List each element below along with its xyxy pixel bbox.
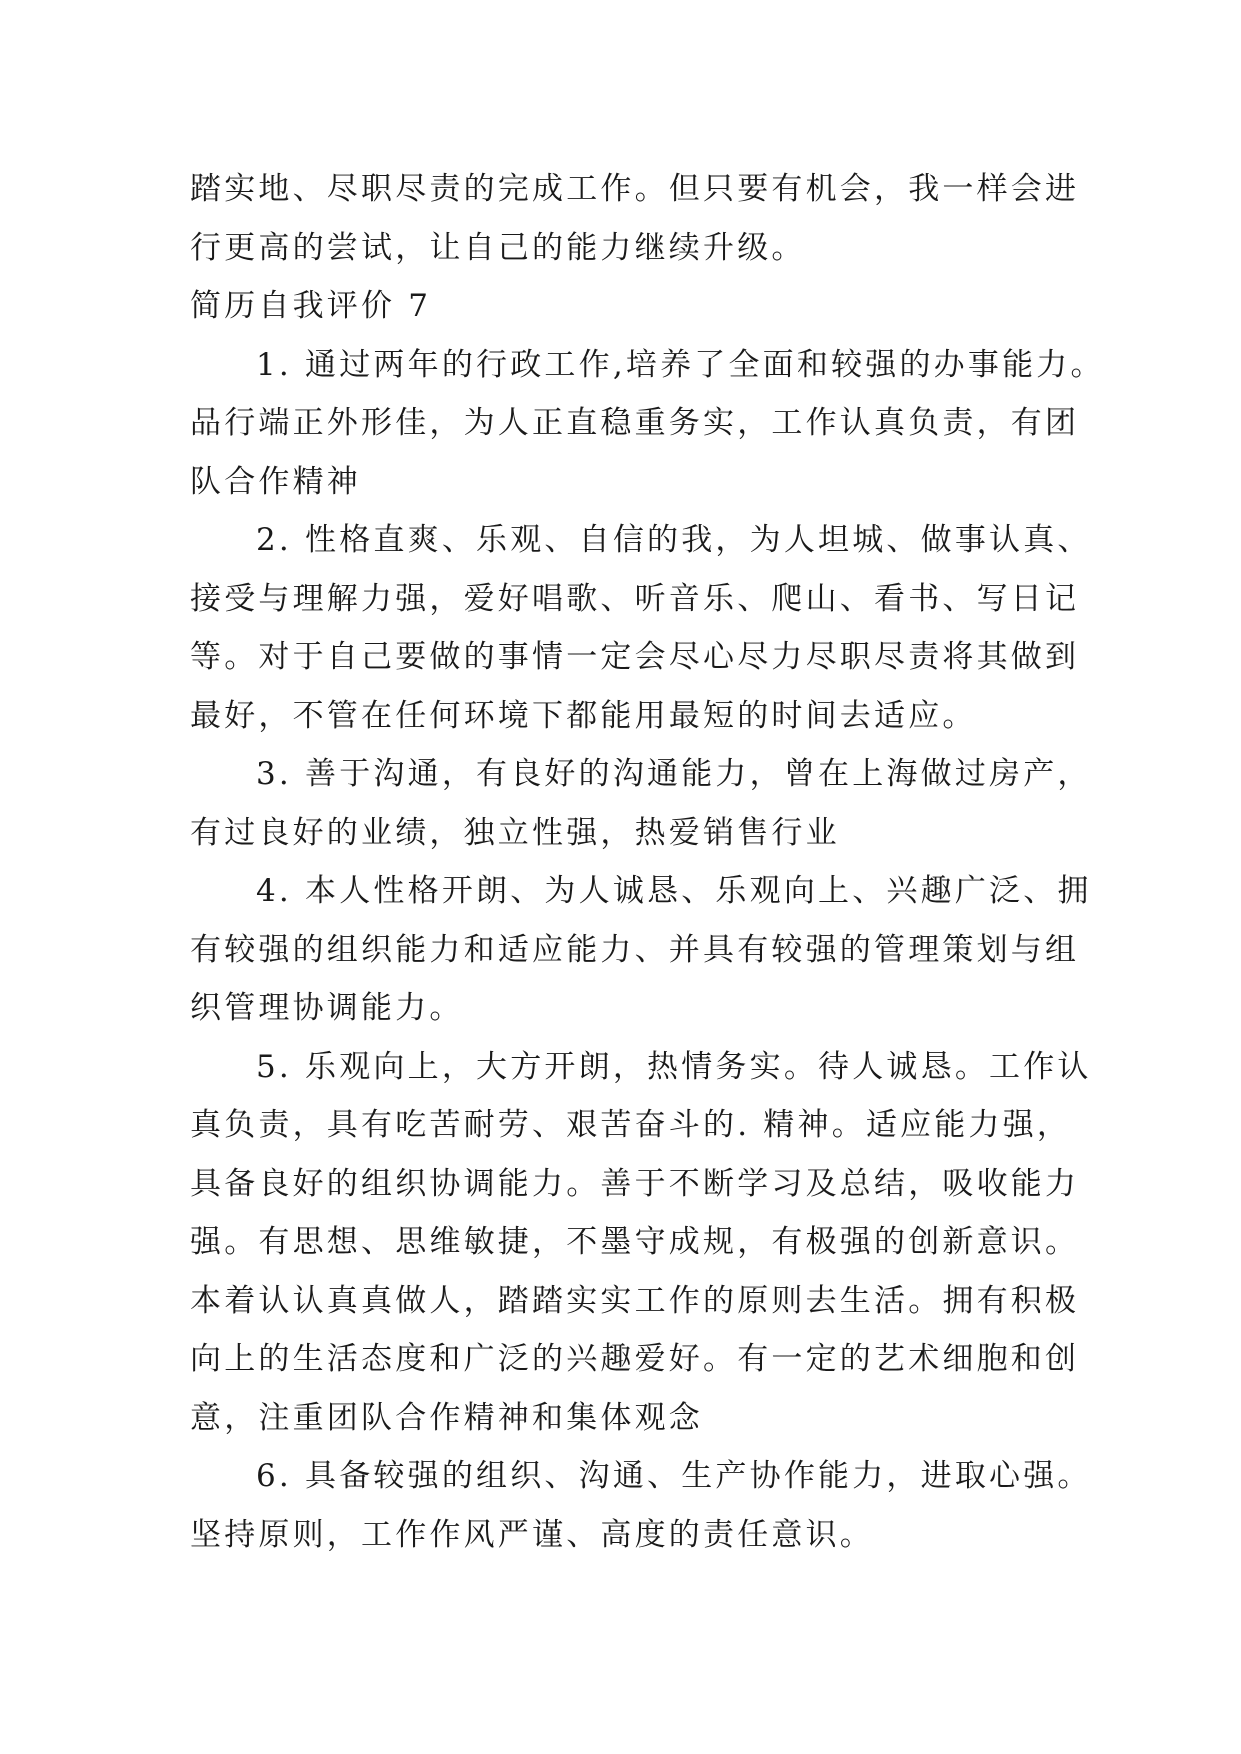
text-line: 踏实地、尽职尽责的完成工作。但只要有机会，我一样会进 [190,171,1080,207]
list-item-line: 1. 通过两年的行政工作,培养了全面和较强的办事能力。 [256,346,1105,383]
text-line: 真负责，具有吃苦耐劳、艰苦奋斗的. 精神。适应能力强， [190,1107,1072,1143]
text-line: 有较强的组织能力和适应能力、并具有较强的管理策划与组 [190,931,1080,968]
text-line: 品行端正外形佳，为人正直稳重务实，工作认真负责，有团 [190,405,1080,441]
text-line: 有过良好的业绩，独立性强，热爱销售行业 [190,814,840,851]
list-item-line: 5. 乐观向上，大方开朗，热情务实。待人诚恳。工作认 [256,1048,1092,1085]
text-line: 坚持原则，工作作风严谨、高度的责任意识。 [190,1516,874,1553]
text-line: 队合作精神 [190,463,361,500]
text-line: 等。对于自己要做的事情一定会尽心尽力尽职尽责将其做到 [190,639,1080,675]
text-line: 织管理协调能力。 [190,990,464,1026]
text-line: 强。有思想、思维敏捷，不墨守成规，有极强的创新意识。 [190,1224,1080,1260]
text-line: 行更高的尝试，让自己的能力继续升级。 [190,229,806,266]
list-item-line: 2. 性格直爽、乐观、自信的我，为人坦城、做事认真、 [256,522,1092,558]
text-line: 最好，不管在任何环境下都能用最短的时间去适应。 [190,697,977,734]
text-line: 向上的生活态度和广泛的兴趣爱好。有一定的艺术细胞和创 [190,1341,1080,1377]
text-line: 简历自我评价 7 [190,288,432,324]
list-item-line: 4. 本人性格开朗、为人诚恳、乐观向上、兴趣广泛、拥 [256,873,1092,909]
list-item-line: 3. 善于沟通，有良好的沟通能力，曾在上海做过房产， [256,756,1092,792]
text-line: 意，注重团队合作精神和集体观念 [190,1399,703,1436]
document-body [190,160,1105,1564]
text-line: 具备良好的组织协调能力。善于不断学习及总结，吸收能力 [190,1165,1080,1202]
text-line: 接受与理解力强，爱好唱歌、听音乐、爬山、看书、写日记 [190,580,1080,617]
text-line: 本着认认真真做人，踏踏实实工作的原则去生活。拥有积极 [190,1282,1080,1319]
list-item-line: 6. 具备较强的组织、沟通、生产协作能力，进取心强。 [256,1458,1092,1494]
